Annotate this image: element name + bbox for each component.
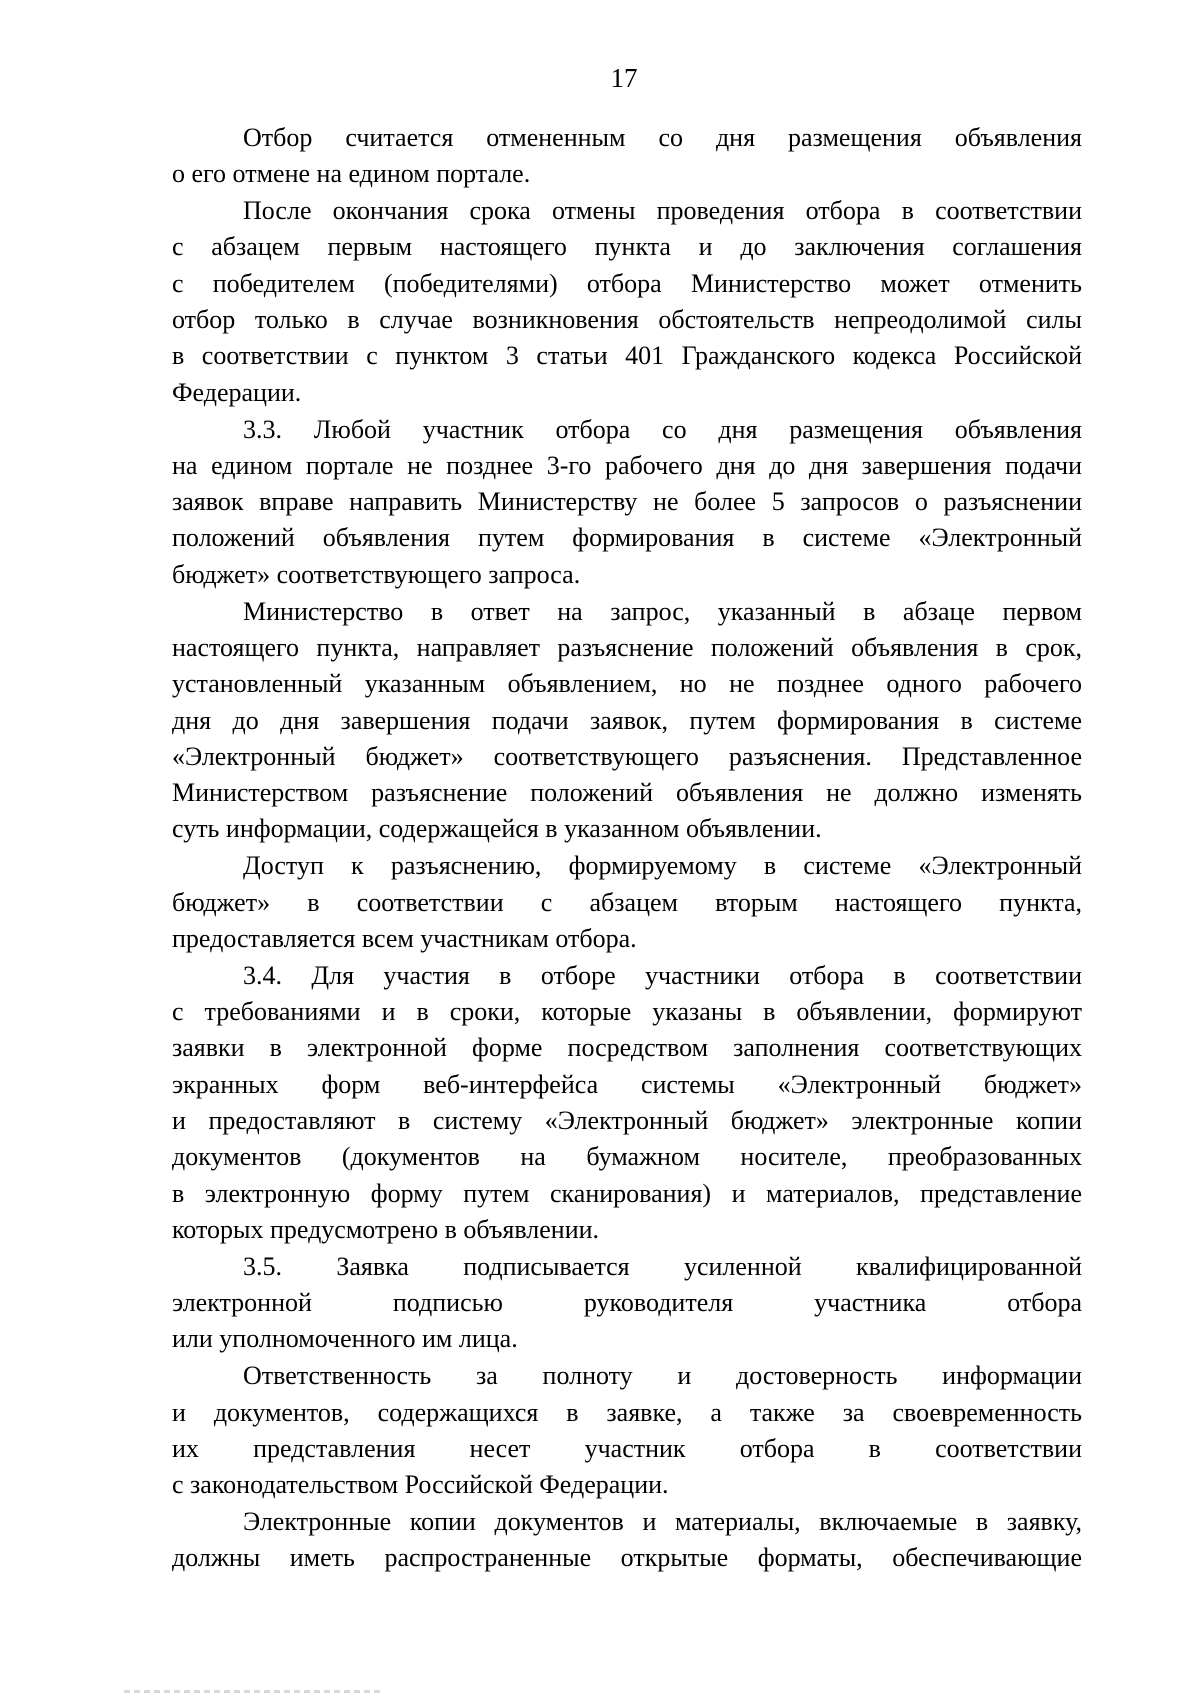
paragraph bbox=[172, 1358, 1082, 1503]
text-line: Ответственность за полноту и достоверность информации bbox=[243, 1361, 1082, 1391]
text-line: или уполномоченного им лица. bbox=[172, 1324, 518, 1354]
paragraph bbox=[172, 958, 1082, 1248]
text-line: их представления несет участник отбора в соответствии bbox=[172, 1433, 1082, 1463]
text-line: должны иметь распространенные открытые форматы, обеспечивающие bbox=[172, 1543, 1082, 1573]
text-line: отбор только в случае возникновения обстоятельств непреодолимой силы bbox=[172, 305, 1082, 335]
text-line: и документов, содержащихся в заявке, а также за своевременность bbox=[172, 1397, 1082, 1427]
text-line: Электронные копии документов и материалы, включаемые в заявку, bbox=[243, 1507, 1082, 1537]
text-line: в соответствии с пунктом 3 статьи 401 Гражданского кодекса Российской bbox=[172, 341, 1082, 371]
paragraph bbox=[172, 1504, 1082, 1577]
paragraph bbox=[172, 412, 1082, 593]
text-line: 3.5. Заявка подписывается усиленной квалифицированной bbox=[243, 1251, 1082, 1281]
text-line: положений объявления путем формирования в системе «Электронный bbox=[172, 523, 1082, 553]
text-line: и предоставляют в систему «Электронный бюджет» электронные копии bbox=[172, 1105, 1082, 1135]
text-line: Доступ к разъяснению, формируемому в системе «Электронный bbox=[243, 851, 1082, 881]
text-line: экранных форм веб-интерфейса системы «Электронный бюджет» bbox=[172, 1069, 1082, 1099]
text-line: которых предусмотрено в объявлении. bbox=[172, 1214, 600, 1244]
text-line: заявки в электронной форме посредством заполнения соответствующих bbox=[172, 1033, 1082, 1063]
text-line: бюджет» соответствующего запроса. bbox=[172, 559, 581, 589]
text-line: с абзацем первым настоящего пункта и до заключения соглашения bbox=[172, 232, 1082, 262]
paragraph bbox=[172, 594, 1082, 848]
text-line: с законодательством Российской Федерации. bbox=[172, 1470, 669, 1500]
text-line: электронной подписью руководителя участника отбора bbox=[172, 1288, 1082, 1318]
text-line: Отбор считается отмененным со дня размещения объявления bbox=[243, 123, 1082, 152]
text-line: суть информации, содержащейся в указанном объявлении. bbox=[172, 814, 822, 844]
scan-artifact bbox=[124, 1690, 384, 1693]
text-line: заявок вправе направить Министерству не более 5 запросов о разъяснении bbox=[172, 487, 1082, 517]
paragraph bbox=[172, 193, 1082, 411]
page-number: 17 bbox=[610, 63, 638, 93]
paragraph bbox=[172, 1249, 1082, 1358]
paragraph bbox=[172, 120, 1082, 193]
text-line: настоящего пункта, направляет разъяснение положений объявления в срок, bbox=[172, 632, 1082, 662]
text-line: бюджет» в соответствии с абзацем вторым настоящего пункта, bbox=[172, 887, 1082, 917]
text-line: Министерство в ответ на запрос, указанный в абзаце первом bbox=[243, 596, 1082, 626]
text-line: в электронную форму путем сканирования) и материалов, представление bbox=[172, 1178, 1082, 1208]
text-line: 3.3. Любой участник отбора со дня размещения объявления bbox=[243, 414, 1082, 444]
paragraph bbox=[172, 848, 1082, 957]
text-line: о его отмене на едином портале. bbox=[172, 159, 531, 189]
document-body bbox=[172, 120, 1082, 1577]
text-line: документов (документов на бумажном носителе, преобразованных bbox=[172, 1142, 1082, 1172]
text-line: «Электронный бюджет» соответствующего разъяснения. Представленное bbox=[172, 741, 1082, 771]
text-line: Министерством разъяснение положений объявления не должно изменять bbox=[172, 778, 1082, 808]
text-line: на едином портале не позднее 3-го рабочего дня до дня завершения подачи bbox=[172, 450, 1082, 480]
text-line: с требованиями и в сроки, которые указаны в объявлении, формируют bbox=[172, 997, 1082, 1027]
text-line: дня до дня завершения подачи заявок, путем формирования в системе bbox=[172, 705, 1082, 735]
text-line: установленный указанным объявлением, но не позднее одного рабочего bbox=[172, 669, 1082, 699]
text-line: предоставляется всем участникам отбора. bbox=[172, 923, 637, 953]
text-line: 3.4. Для участия в отборе участники отбора в соответствии bbox=[243, 960, 1082, 990]
text-line: Федерации. bbox=[172, 377, 302, 407]
text-line: После окончания срока отмены проведения отбора в соответствии bbox=[243, 196, 1082, 226]
text-line: с победителем (победителями) отбора Министерство может отменить bbox=[172, 268, 1082, 298]
